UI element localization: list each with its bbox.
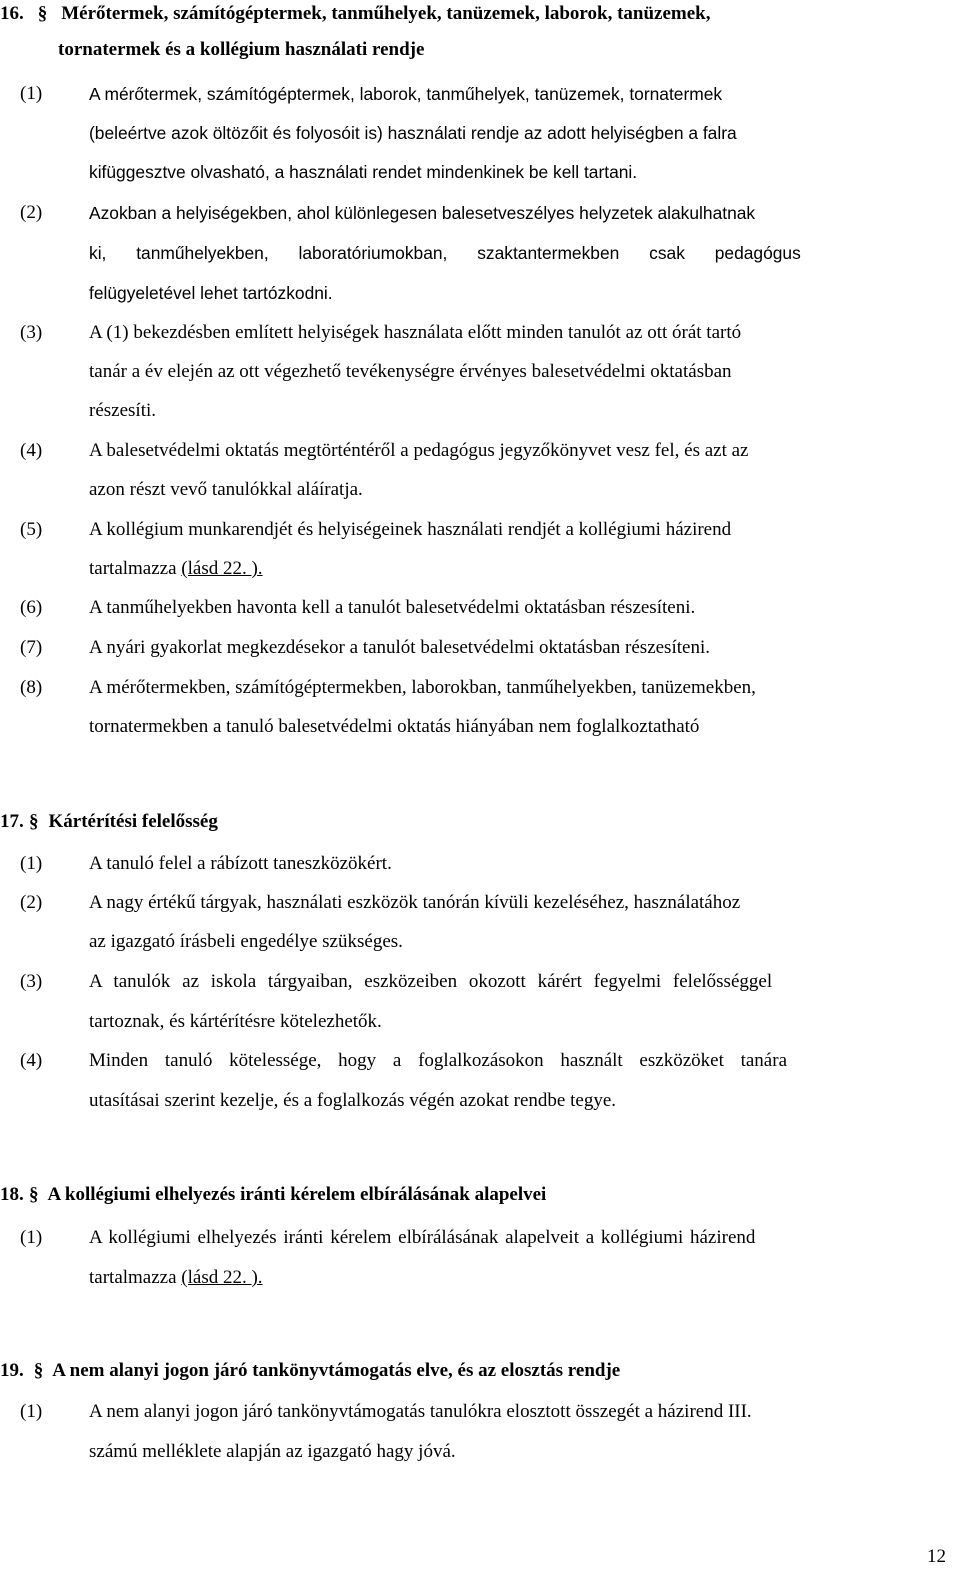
para-text: kifüggesztve olvasható, a használati rendet mindenkinek be kell tartani. <box>89 162 638 182</box>
para-number: (3) <box>20 971 43 992</box>
para-text: A kollégiumi elhelyezés iránti kérelem elbírálásának alapelveit a kollégiumi házirend <box>89 1227 756 1248</box>
para-text: tornatermekben a tanuló balesetvédelmi oktatás hiányában nem foglalkoztatható <box>89 716 700 737</box>
para-number: (2) <box>20 202 43 223</box>
para-number: (4) <box>20 1050 43 1071</box>
section-17-number: 17. <box>0 811 24 832</box>
para-number: (1) <box>20 1227 43 1248</box>
para-text: azon részt vevő tanulókkal aláíratja. <box>89 479 363 500</box>
para-number: (6) <box>20 597 43 618</box>
para-text: Azokban a helyiségekben, ahol különlegesen balesetveszélyes helyzetek alakulhatnak <box>89 203 756 223</box>
section-16-title: Mérőtermek, számítógéptermek, tanműhelyek, tanüzemek, laborok, tanüzemek, <box>61 3 711 24</box>
section-18-number: 18. <box>0 1184 24 1205</box>
para-number: (3) <box>20 322 43 343</box>
para-text: felügyeletével lehet tartózkodni. <box>89 283 333 303</box>
para-text <box>89 1267 263 1289</box>
para-number: (2) <box>20 892 43 913</box>
section-sign-icon: § <box>29 811 39 832</box>
para-text: A kollégium munkarendjét és helyiségeinek használati rendjét a kollégiumi házirend <box>89 519 732 540</box>
section-16-number: 16. <box>0 3 24 24</box>
para-text: A tanuló felel a rábízott taneszközökért. <box>89 853 392 874</box>
section-19-number: 19. <box>0 1360 24 1381</box>
section-19-title: A nem alanyi jogon járó tankönyvtámogatás elve, és az elosztás rendje <box>52 1360 621 1381</box>
para-number: (1) <box>20 1401 43 1422</box>
para-number: (1) <box>20 853 43 874</box>
cross-reference-link[interactable]: (lásd 22. ). <box>181 1267 263 1288</box>
para-text-span: tartalmazza <box>89 1267 182 1288</box>
section-17-title: Kártérítési felelősség <box>48 811 218 832</box>
para-number: (8) <box>20 677 43 698</box>
section-16-heading <box>0 0 710 28</box>
para-text: számú melléklete alapján az igazgató hagy jóvá. <box>89 1441 456 1462</box>
page-number: 12 <box>927 1546 946 1567</box>
para-text: A tanműhelyekben havonta kell a tanulót balesetvédelmi oktatásban részesíteni. <box>89 597 696 618</box>
para-text: tanár a év elején az ott végezhető tevékenységre érvényes balesetvédelmi oktatásban <box>89 361 732 382</box>
section-sign-icon: § <box>33 1360 44 1381</box>
para-text: A nem alanyi jogon járó tankönyvtámogatás tanulókra elosztott összegét a házirend III. <box>89 1401 752 1422</box>
cross-reference-link[interactable]: (lásd 22. ). <box>181 558 263 579</box>
para-text-span: tartalmazza <box>89 558 182 579</box>
para-text: A tanulók az iskola tárgyaiban, eszközeiben okozott kárért fegyelmi felelősséggel <box>89 971 773 992</box>
section-17-heading <box>0 808 218 836</box>
para-number: (5) <box>20 519 43 540</box>
para-text: az igazgató írásbeli engedélye szükséges. <box>89 931 403 952</box>
para-text: A nyári gyakorlat megkezdésekor a tanulót balesetvédelmi oktatásban részesíteni. <box>89 637 710 658</box>
para-text: utasításai szerint kezelje, és a foglalkozás végén azokat rendbe tegye. <box>89 1090 617 1111</box>
para-text: ki, tanműhelyekben, laboratóriumokban, szaktantermekben csak pedagógus <box>89 243 801 263</box>
para-text: részesíti. <box>89 400 157 421</box>
para-text: A balesetvédelmi oktatás megtörténtéről a pedagógus jegyzőkönyvet vesz fel, és azt az <box>89 440 749 461</box>
para-text: tartoznak, és kártérítésre kötelezhetők. <box>89 1011 382 1032</box>
para-text: Minden tanuló kötelessége, hogy a foglalkozásokon használt eszközöket tanára <box>89 1050 787 1071</box>
para-text: A mérőtermek, számítógéptermek, laborok, tanműhelyek, tanüzemek, tornatermek <box>89 84 723 104</box>
section-sign-icon: § <box>37 3 48 24</box>
para-text <box>89 558 263 580</box>
section-19-heading <box>0 1357 620 1385</box>
para-text: A (1) bekezdésben említett helyiségek használata előtt minden tanulót az ott órát tartó <box>89 322 742 343</box>
para-text: (beleértve azok öltözőit és folyosóit is) használati rendje az adott helyiségben a falra <box>89 123 737 143</box>
section-16-heading-cont: tornatermek és a kollégium használati rendje <box>58 39 425 60</box>
para-text: A mérőtermekben, számítógéptermekben, laborokban, tanműhelyekben, tanüzemekben, <box>89 677 756 698</box>
section-18-heading <box>0 1181 546 1209</box>
para-number: (4) <box>20 440 43 461</box>
para-text: A nagy értékű tárgyak, használati eszközök tanórán kívüli kezeléséhez, használatához <box>89 892 741 913</box>
para-number: (1) <box>20 83 43 104</box>
section-sign-icon: § <box>29 1184 39 1205</box>
section-18-title: A kollégiumi elhelyezés iránti kérelem elbírálásának alapelvei <box>47 1184 547 1205</box>
para-number: (7) <box>20 637 43 658</box>
